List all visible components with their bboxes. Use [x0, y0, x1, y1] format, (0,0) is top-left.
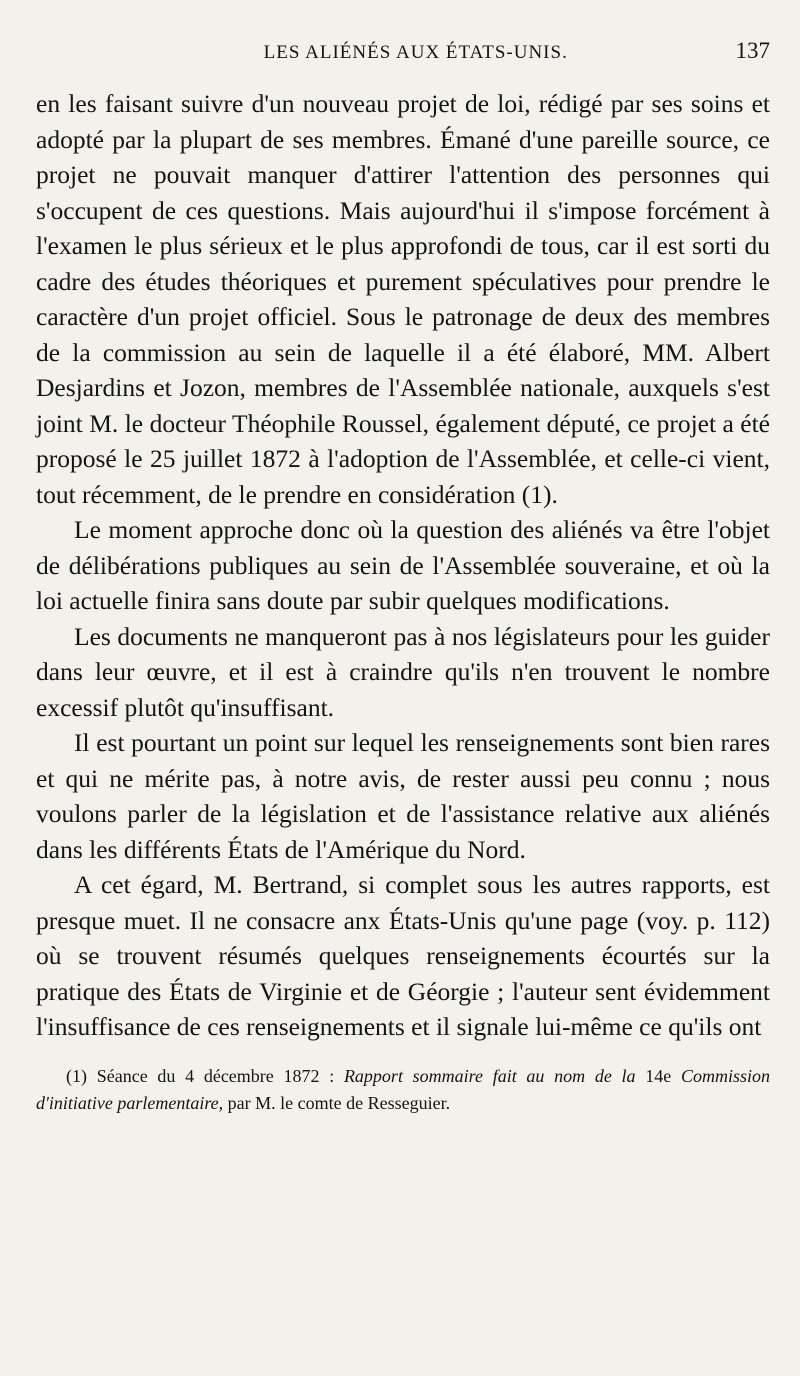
footnote-text-b: par M. le comte de Resseguier.: [227, 1092, 451, 1113]
footnote-text-a: Séance du 4 décembre 1872 :: [96, 1065, 335, 1086]
footnotes: [36, 1063, 770, 1117]
paragraph-2: Le moment approche donc où la question des aliénés va être l'objet de délibérations publiques au sein de l'Assemblée souveraine, et où la loi actuelle finira sans doute par subir quelques modifications.: [36, 515, 770, 615]
footnote-ordinal: 14e: [645, 1065, 672, 1086]
running-title: LES ALIÉNÉS AUX ÉTATS-UNIS.: [263, 42, 568, 63]
footnote-marker: (1): [66, 1065, 87, 1086]
paragraph-4: Il est pourtant un point sur lequel les renseignements sont bien rares et qui ne mérite pas, à notre avis, de rester aussi peu connu ; nous voulons parler de la législation et de l'assistance relative aux aliénés dans les différents États de l'Amérique du Nord.: [36, 728, 770, 864]
body-text: [36, 86, 770, 1045]
page-number: 137: [735, 38, 770, 63]
paragraph-1: en les faisant suivre d'un nouveau projet de loi, rédigé par ses soins et adopté par la plupart de ses membres. Émané d'une pareille source, ce projet ne pouvait manquer d'attirer l'attention des personnes qui s'occupent de ces questions. Mais aujourd'hui il s'impose forcément à l'examen le plus sérieux et le plus approfondi de tous, car il est sorti du cadre des études théoriques et purement spéculatives pour prendre le caractère d'un projet officiel. Sous le patronage de deux des membres de la commission au sein de laquelle il a été élaboré, MM. Albert Desjardins et Jozon, membres de l'Assemblée nationale, auxquels s'est joint M. le docteur Théophile Roussel, également député, ce projet a été proposé le 25 juillet 1872 à l'adoption de l'Assemblée, et celle-ci vient, tout récemment, de le prendre en considération (1).: [36, 89, 770, 509]
paragraph-3: Les documents ne manqueront pas à nos législateurs pour les guider dans leur œuvre, et il est à craindre qu'ils n'en trouvent le nombre excessif plutôt qu'insuffisant.: [36, 621, 770, 722]
footnote-italic-a: Rapport sommaire fait au nom de la: [343, 1065, 636, 1086]
paragraph-5: A cet égard, M. Bertrand, si complet sous les autres rapports, est presque muet. Il ne consacre anx États-Unis qu'une page (voy. p. 112) où se trouvent résumés quelques renseignements écourtés sur la pratique des États de Virginie et de Géorgie ; l'auteur sent évidemment l'insuffisance de ces renseignements et il signale lui-même ce qu'ils ont: [36, 870, 770, 1041]
footnote-italic-b: Commission d'initiative parlementaire,: [36, 1065, 771, 1113]
footnote-1: [36, 1063, 770, 1117]
page-header: [36, 38, 770, 86]
